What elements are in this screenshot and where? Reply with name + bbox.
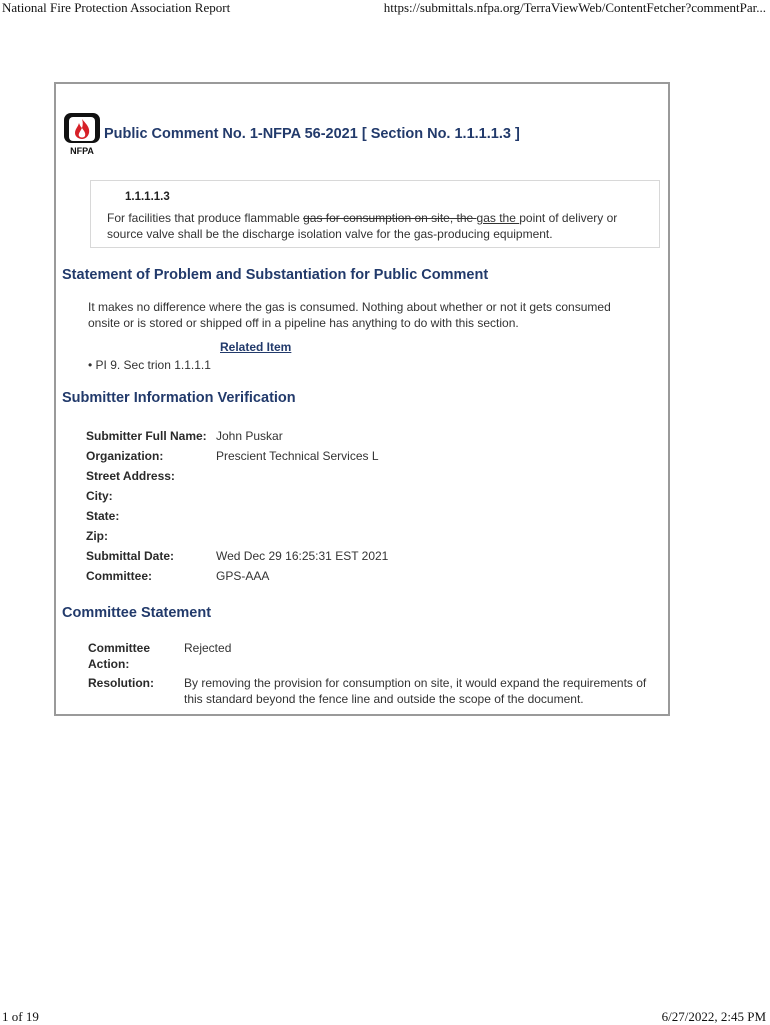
page-count: 1 of 19 xyxy=(2,1009,39,1024)
organization-label: Organization: xyxy=(86,449,164,463)
committee-action-value: Rejected xyxy=(184,641,232,655)
print-header-title: National Fire Protection Association Report xyxy=(2,0,231,15)
resolution-value: By removing the provision for consumption on site, it would expand the requirements of this standard beyond the fence line and outside the scope of the document. xyxy=(184,676,647,706)
submittal-date-value: Wed Dec 29 16:25:31 EST 2021 xyxy=(216,549,389,563)
problem-text: It makes no difference where the gas is consumed. Nothing about whether or not it gets consumed onsite or is stored or shipped off in a pipeline has anything to do with this section. xyxy=(88,300,611,330)
print-footer xyxy=(0,1009,770,1025)
struck-text: gas for consumption on site, the xyxy=(303,211,477,225)
committee-action-label xyxy=(88,641,150,672)
organization-value: Prescient Technical Services L xyxy=(216,449,379,463)
section-number: 1.1.1.1.3 xyxy=(125,191,170,203)
zip-label: Zip: xyxy=(86,529,108,543)
public-comment-panel xyxy=(54,82,670,716)
problem-heading: Statement of Problem and Substantiation for Public Comment xyxy=(62,267,489,283)
related-item-heading: Related Item xyxy=(220,340,292,354)
street-address-label: Street Address: xyxy=(86,469,175,483)
city-label: City: xyxy=(86,489,113,503)
submitter-name-label: Submitter Full Name: xyxy=(86,429,207,443)
section-text-after: point of delivery or source valve shall be the discharge isolation valve for the gas-producing equipment. xyxy=(107,211,618,241)
committee-action-label-line2: Action: xyxy=(88,656,130,671)
committee-action-label-line1: Committee xyxy=(88,641,151,655)
committee-statement-heading: Committee Statement xyxy=(62,605,212,621)
resolution-label: Resolution: xyxy=(88,676,154,690)
inserted-text: gas the xyxy=(476,211,520,225)
page-title: Public Comment No. 1-NFPA 56-2021 [ Section No. 1.1.1.1.3 ] xyxy=(104,126,520,142)
related-item: • PI 9. Sec trion 1.1.1.1 xyxy=(88,358,211,372)
section-text xyxy=(107,211,647,242)
submitter-name-value: John Puskar xyxy=(216,429,283,443)
section-text-before: For facilities that produce flammable xyxy=(107,211,304,225)
section-text-box xyxy=(90,180,660,248)
nfpa-logo-text: NFPA xyxy=(70,146,94,156)
committee-value: GPS-AAA xyxy=(216,569,270,583)
nfpa-logo-icon xyxy=(62,112,102,156)
submittal-date-label: Submittal Date: xyxy=(86,549,175,563)
print-header xyxy=(0,0,770,16)
state-label: State: xyxy=(86,509,120,523)
title-row xyxy=(62,112,520,156)
committee-label: Committee: xyxy=(86,569,153,583)
print-timestamp: 6/27/2022, 2:45 PM xyxy=(661,1009,766,1024)
submitter-heading: Submitter Information Verification xyxy=(62,390,296,406)
print-header-url: https://submittals.nfpa.org/TerraViewWeb/ContentFetcher?commentPar... xyxy=(383,0,766,15)
